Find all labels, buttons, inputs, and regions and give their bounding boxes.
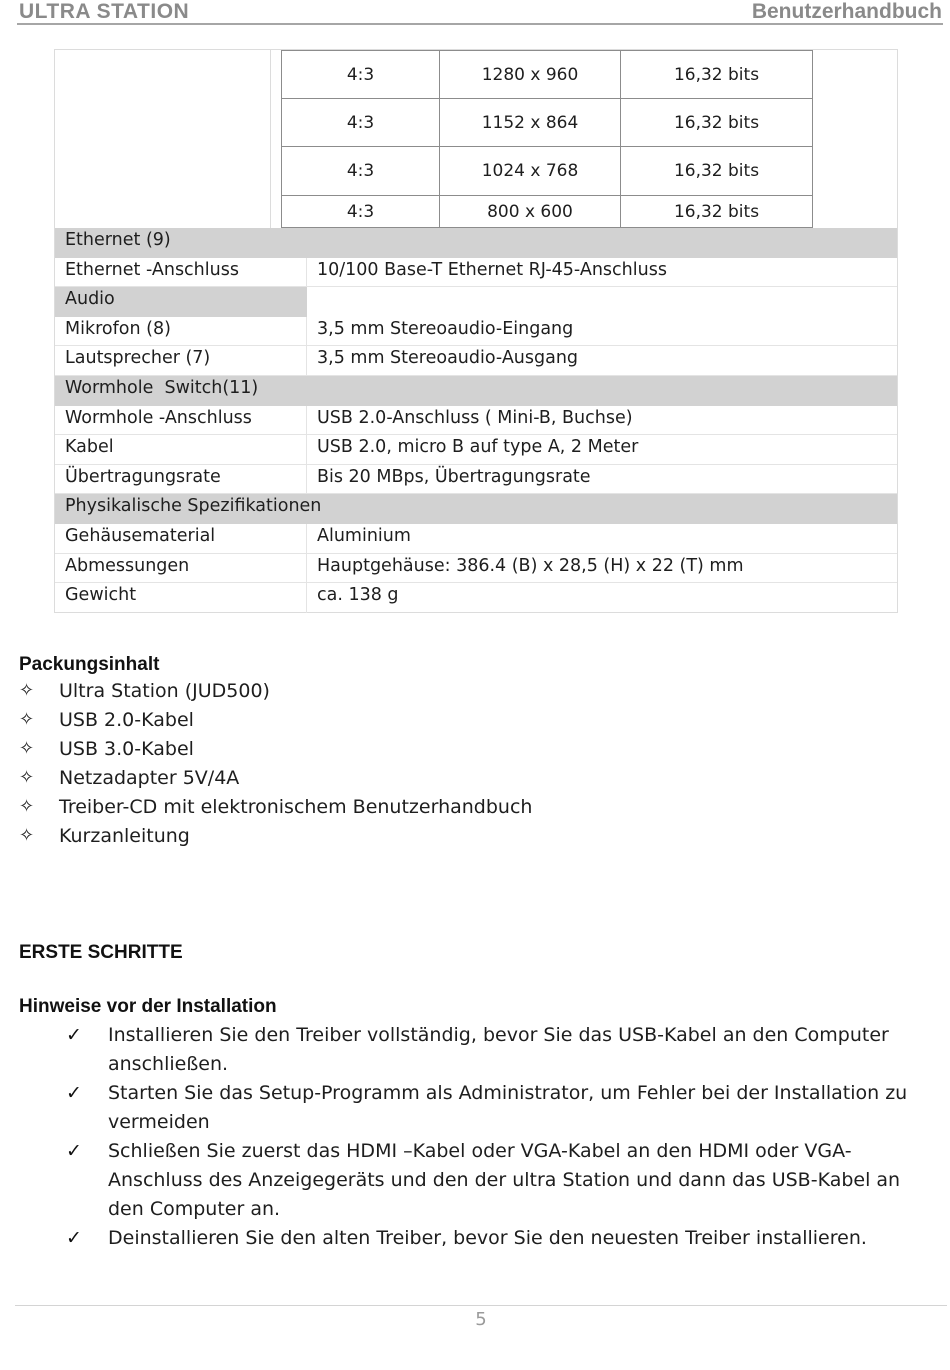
install-notes-list: [66, 1021, 928, 1253]
spec-row-wormhole-port: [55, 406, 897, 436]
spec-value: Aluminium: [317, 525, 411, 546]
spec-section-label: Wormhole Switch(11): [65, 377, 259, 398]
checkmark-icon: ✓: [66, 1082, 82, 1104]
footer-divider: [15, 1305, 947, 1306]
resolution-row: [282, 99, 813, 147]
page-number: 5: [475, 1309, 487, 1330]
resolution-row: [282, 147, 813, 196]
list-item: [66, 1079, 928, 1137]
header-manual-title: Benutzerhandbuch: [751, 0, 942, 23]
star-bullet-icon: ✧: [19, 680, 35, 701]
resolution-table: [281, 50, 813, 228]
list-item-text: Installieren Sie den Treiber vollständig, bevor Sie das USB-Kabel an den Computer anschließen.: [108, 1024, 889, 1075]
spec-section-label: Audio: [65, 289, 115, 310]
section-title-getting-started: ERSTE SCHRITTE: [19, 942, 183, 963]
cell-divider: [306, 258, 307, 287]
cell-divider: [306, 435, 307, 464]
spec-value: ca. 138 g: [317, 585, 399, 606]
list-item-text: Treiber-CD mit elektronischem Benutzerhandbuch: [59, 796, 533, 818]
spec-value: 3,5 mm Stereoaudio-Eingang: [317, 318, 574, 339]
spec-value: USB 2.0-Anschluss ( Mini-B, Buchse): [317, 407, 633, 428]
package-contents-heading: Packungsinhalt: [19, 654, 160, 675]
spec-label: Gewicht: [65, 585, 137, 606]
spec-section-audio: [55, 287, 897, 317]
list-item-text: Starten Sie das Setup-Programm als Administrator, um Fehler bei der Installation zu vermeiden: [108, 1082, 908, 1133]
spec-value: 10/100 Base-T Ethernet RJ-45-Anschluss: [317, 259, 667, 280]
checkmark-icon: ✓: [66, 1227, 82, 1249]
spec-row-housing-material: [55, 524, 897, 554]
checkmark-icon: ✓: [66, 1140, 82, 1162]
spec-value: Bis 20 MBps, Übertragungsrate: [317, 466, 591, 487]
spec-label: Übertragungsrate: [65, 466, 221, 487]
list-item-text: Ultra Station (JUD500): [59, 680, 270, 702]
resolution-cell: 1280 x 960: [440, 51, 621, 99]
resolution-cell: 800 x 600: [440, 196, 621, 228]
list-item-text: Netzadapter 5V/4A: [59, 767, 240, 789]
aspect-ratio-cell: 4:3: [282, 147, 440, 196]
cell-divider: [306, 406, 307, 435]
spec-value: Hauptgehäuse: 386.4 (B) x 28,5 (H) x 22 (T) mm: [317, 555, 744, 576]
spec-label: Abmessungen: [65, 555, 190, 576]
header-product-name: ULTRA STATION: [19, 0, 190, 23]
list-item-text: Deinstallieren Sie den alten Treiber, bevor Sie den neuesten Treiber installieren.: [108, 1227, 867, 1249]
color-depth-cell: 16,32 bits: [621, 147, 813, 196]
install-notes-heading: Hinweise vor der Installation: [19, 996, 277, 1017]
star-bullet-icon: ✧: [19, 767, 35, 788]
list-item-text: Schließen Sie zuerst das HDMI –Kabel oder VGA-Kabel an den HDMI oder VGA-Anschluss des Anzeigegeräts und den der ultra Station und dann das USB-Kabel an den Computer an.: [108, 1140, 901, 1220]
spec-row-speaker: [55, 346, 897, 376]
spec-row-microphone: [55, 317, 897, 347]
spec-label: Lautsprecher (7): [65, 348, 211, 369]
resolution-cell: 1152 x 864: [440, 99, 621, 147]
spec-row-dimensions: [55, 554, 897, 584]
list-item: [66, 1137, 928, 1224]
checkmark-icon: ✓: [66, 1024, 82, 1046]
cell-divider: [306, 465, 307, 494]
color-depth-cell: 16,32 bits: [621, 99, 813, 147]
empty-value-cell: [307, 287, 897, 317]
header-divider: [17, 23, 943, 25]
spec-section-physical: [55, 494, 897, 524]
resolution-row: [282, 196, 813, 228]
resolution-row: [282, 51, 813, 99]
spec-label: Kabel: [65, 437, 114, 458]
cell-divider: [306, 317, 307, 346]
spec-value: 3,5 mm Stereoaudio-Ausgang: [317, 348, 579, 369]
list-item: [66, 1224, 928, 1253]
spec-section-label: Ethernet (9): [65, 230, 171, 250]
cell-divider: [306, 583, 307, 613]
cell-divider: [306, 524, 307, 553]
aspect-ratio-cell: 4:3: [282, 99, 440, 147]
star-bullet-icon: ✧: [19, 738, 35, 759]
color-depth-cell: 16,32 bits: [621, 51, 813, 99]
list-item-text: USB 3.0-Kabel: [59, 738, 194, 760]
spec-label: Gehäusematerial: [65, 525, 216, 546]
star-bullet-icon: ✧: [19, 709, 35, 730]
spec-label: Wormhole -Anschluss: [65, 407, 252, 428]
spec-row-transfer-rate: [55, 465, 897, 495]
spec-row-ethernet-port: [55, 258, 897, 288]
spec-value: USB 2.0, micro B auf type A, 2 Meter: [317, 437, 639, 458]
spec-row-cable: [55, 435, 897, 465]
color-depth-cell: 16,32 bits: [621, 196, 813, 228]
spec-section-ethernet: [55, 228, 897, 258]
star-bullet-icon: ✧: [19, 825, 35, 846]
spec-label: Ethernet -Anschluss: [65, 259, 239, 280]
aspect-ratio-cell: 4:3: [282, 196, 440, 228]
spec-rows: [55, 228, 897, 613]
spec-row-weight: [55, 583, 897, 613]
cell-divider: [306, 346, 307, 375]
spec-section-label: Physikalische Spezifikationen: [65, 496, 322, 517]
cell-divider: [306, 554, 307, 583]
list-item-text: USB 2.0-Kabel: [59, 709, 194, 731]
spec-section-wormhole: [55, 376, 897, 406]
spec-table-left-divider: [270, 50, 271, 228]
list-item: [66, 1021, 928, 1079]
aspect-ratio-cell: 4:3: [282, 51, 440, 99]
star-bullet-icon: ✧: [19, 796, 35, 817]
spec-label: Mikrofon (8): [65, 318, 171, 339]
resolution-cell: 1024 x 768: [440, 147, 621, 196]
list-item-text: Kurzanleitung: [59, 825, 190, 847]
